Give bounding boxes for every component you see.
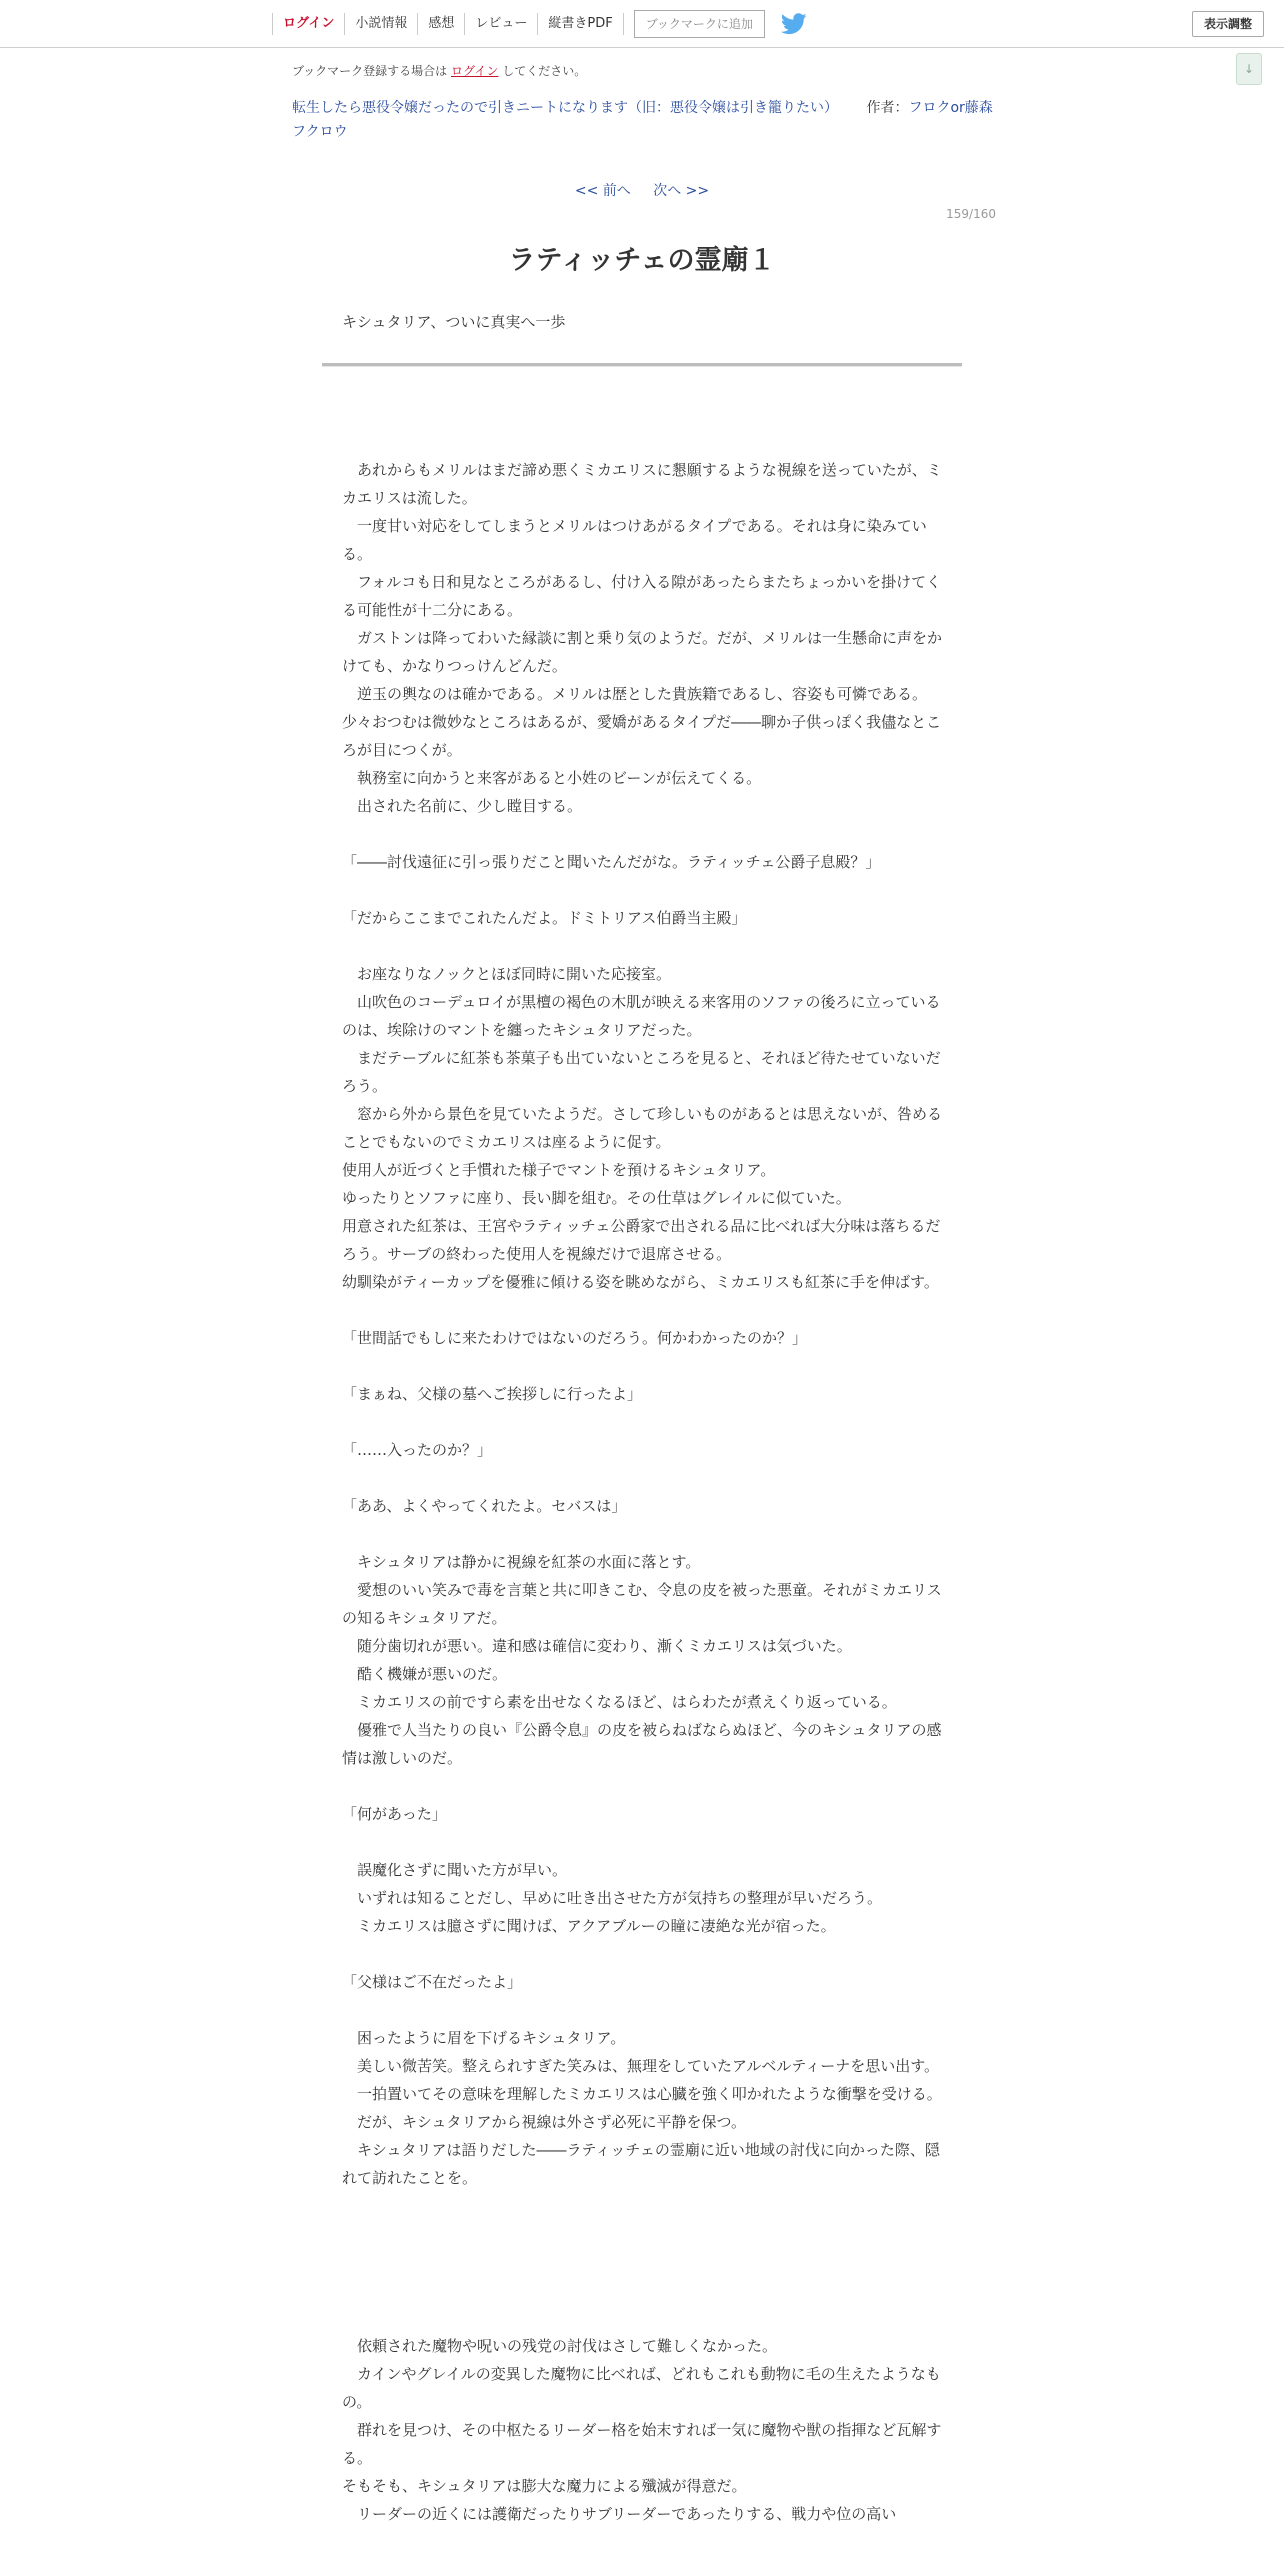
bookmark-note-prefix: ブックマーク登録する場合は [292,64,448,78]
novel-paragraph [342,2304,942,2332]
novel-paragraph: そもそも、キシュタリアは膨大な魔力による殲滅が得意だ。 [342,2477,747,2495]
novel-paragraph: 優雅で人当たりの良い『公爵令息』の皮を被らねばならぬほど、今のキシュタリアの感情は激しいのだ。 [342,1721,942,1767]
novel-paragraph [342,1408,942,1436]
author-name-link[interactable]: フロクor藤森フクロウ [292,100,993,140]
top-header [0,0,1284,48]
novel-paragraph: ミカエリスは臆さずに聞けば、アクアブルーの瞳に凄絶な光が宿った。 [342,1917,836,1935]
novel-paragraph: まだテーブルに紅茶も茶菓子も出ていないところを見ると、それほど待たせていないだろう。 [342,1049,941,1095]
novel-paragraph [342,2192,942,2220]
bookmark-login-note [292,62,586,79]
novel-paragraph: ゆったりとソファに座り、長い脚を組む。その仕草はグレイルに似ていた。 [342,1189,851,1207]
novel-paragraph: 窓から外から景色を見ていたようだ。さして珍しいものがあるとは思えないが、咎めることでもないのでミカエリスは座るように促す。 [342,1105,943,1151]
novel-paragraph [342,876,942,904]
author-label: 作者： [866,100,909,116]
novel-paragraph [342,2248,942,2276]
novel-paragraph: だが、キシュタリアから視線は外さず必死に平静を保つ。 [342,2113,746,2131]
novel-paragraph: 「世間話でもしに来たわけではないのだろう。何かわかったのか？」 [342,1329,808,1347]
twitter-icon[interactable] [781,13,807,35]
novel-paragraph: カインやグレイルの変異した魔物に比べれば、どれもこれも動物に毛の生えたようなもの。 [342,2365,941,2411]
novel-paragraph: 逆玉の輿なのは確かである。メリルは歴とした貴族籍であるし、容姿も可憐である。少々おつむは微妙なところはあるが、愛嬌があるタイプだ――聊か子供っぽく我儘なところが目につくが。 [342,685,942,759]
novel-paragraph: いずれは知ることだし、早めに吐き出させた方が気持ちの整理が早いだろう。 [342,1889,883,1907]
novel-paragraph: 酷く機嫌が悪いのだ。 [342,1665,508,1683]
novel-paragraph: 群れを見つけ、その中枢たるリーダー格を始末すれば一気に魔物や獣の指揮など瓦解する。 [342,2421,942,2467]
chapter-title: ラティッチェの霊廟１ [508,245,776,276]
novel-paragraph: 出された名前に、少し瞠目する。 [342,797,583,815]
bookmark-note-suffix: してください。 [502,64,587,78]
novel-paragraph [342,932,942,960]
novel-paragraph: 困ったように眉を下げるキシュタリア。 [342,2029,626,2047]
novel-paragraph: あれからもメリルはまだ諦め悪くミカエリスに懇願するような視線を送っていたが、ミカエリスは流した。 [342,461,942,507]
novel-paragraph: 愛想のいい笑みで毒を言葉と共に叩きこむ、令息の皮を被った悪童。それがミカエリスの知るキシュタリアだ。 [342,1581,942,1627]
novel-paragraph [342,2276,942,2304]
chapter-preface: キシュタリア、ついに真実へ一歩 [342,313,566,331]
novel-paragraph: 幼馴染がティーカップを優雅に傾ける姿を眺めながら、ミカエリスも紅茶に手を伸ばす。 [342,1273,939,1291]
novel-paragraph: 「ああ、よくやってくれたよ。セバスは」 [342,1497,627,1515]
novel-paragraph [342,1940,942,1968]
novel-paragraph: 「……入ったのか？」 [342,1441,493,1459]
novel-paragraph: 美しい微苦笑。整えられすぎた笑みは、無理をしていたアルベルティーナを思い出す。 [342,2057,940,2075]
novel-paragraph: 一拍置いてその意味を理解したミカエリスは心臓を強く叩かれたような衝撃を受ける。 [342,2085,942,2103]
next-chapter-link[interactable]: 次へ >> [653,183,710,199]
novel-paragraph [342,820,942,848]
add-bookmark-button[interactable]: ブックマークに追加 [634,10,765,38]
novel-paragraph [342,1828,942,1856]
nav-vertical-pdf-link[interactable]: 縦書きPDF [537,13,623,35]
chapter-pager [0,180,1284,200]
novel-paragraph: 依頼された魔物や呪いの残党の討伐はさして難しくなかった。 [342,2337,778,2355]
nav-novel-info-link[interactable]: 小説情報 [344,13,417,35]
series-info [292,96,1000,144]
novel-paragraph: お座なりなノックとほぼ同時に開いた応接室。 [342,965,671,983]
nav-review-link[interactable]: レビュー [464,13,537,35]
novel-paragraph: 随分歯切れが悪い。違和感は確信に変わり、漸くミカエリスは気づいた。 [342,1637,852,1655]
novel-paragraph: 執務室に向かうと来客があると小姓のビーンが伝えてくる。 [342,769,762,787]
novel-paragraph [342,1520,942,1548]
novel-paragraph: 「だからここまでこれたんだよ。ドミトリアス伯爵当主殿」 [342,909,747,927]
page-count: 159/160 [946,207,996,221]
scroll-down-button[interactable]: ↓ [1236,53,1262,85]
display-settings-button[interactable]: 表示調整 [1192,11,1264,37]
novel-paragraph: 「――討伐遠征に引っ張りだこと聞いたんだがな。ラティッチェ公爵子息殿？」 [342,853,881,871]
nav-impressions-link[interactable]: 感想 [417,13,464,35]
novel-body [342,456,942,2528]
novel-paragraph [342,1772,942,1800]
novel-paragraph: 山吹色のコーデュロイが黒檀の褐色の木肌が映える来客用のソファの後ろに立っているのは、埃除けのマントを纏ったキシュタリアだった。 [342,993,941,1039]
novel-paragraph: フォルコも日和見なところがあるし、付け入る隙があったらまたちょっかいを掛けてくる可能性が十二分にある。 [342,573,942,619]
novel-paragraph: リーダーの近くには護衛だったりサブリーダーであったりする、戦力や位の高い [342,2505,897,2523]
series-title-link[interactable]: 転生したら悪役令嬢だったので引きニートになります（旧：悪役令嬢は引き籠りたい） [292,100,838,116]
prev-chapter-link[interactable]: << 前へ [574,183,631,199]
novel-paragraph: ミカエリスの前ですら素を出せなくなるほど、はらわたが煮えくり返っている。 [342,1693,897,1711]
bookmark-note-login-link[interactable]: ログイン [451,64,499,78]
novel-paragraph [342,2220,942,2248]
novel-paragraph [342,1352,942,1380]
novel-paragraph: 誤魔化さずに聞いた方が早い。 [342,1861,568,1879]
novel-paragraph [342,1296,942,1324]
novel-paragraph: 「何があった」 [342,1805,447,1823]
preface-divider [322,363,962,367]
novel-paragraph: 用意された紅茶は、王宮やラティッチェ公爵家で出される品に比べれば大分味は落ちるだろう。サーブの終わった使用人を視線だけで退席させる。 [342,1217,941,1263]
novel-paragraph: ガストンは降ってわいた縁談に割と乗り気のようだ。だが、メリルは一生懸命に声をかけても、かなりつっけんどんだ。 [342,629,943,675]
novel-paragraph [342,1996,942,2024]
novel-paragraph: キシュタリアは語りだした――ラティッチェの霊廟に近い地域の討伐に向かった際、隠れて訪れたことを。 [342,2141,940,2187]
top-nav [272,8,807,40]
novel-paragraph: 使用人が近づくと手慣れた様子でマントを預けるキシュタリア。 [342,1161,776,1179]
novel-paragraph: 「まぁね、父様の墓へご挨拶しに行ったよ」 [342,1385,643,1403]
novel-paragraph: 「父様はご不在だったよ」 [342,1973,523,1991]
nav-login-link[interactable]: ログイン [272,13,344,35]
novel-paragraph: キシュタリアは静かに視線を紅茶の水面に落とす。 [342,1553,701,1571]
novel-paragraph [342,1464,942,1492]
novel-paragraph: 一度甘い対応をしてしまうとメリルはつけあがるタイプである。それは身に染みている。 [342,517,927,563]
